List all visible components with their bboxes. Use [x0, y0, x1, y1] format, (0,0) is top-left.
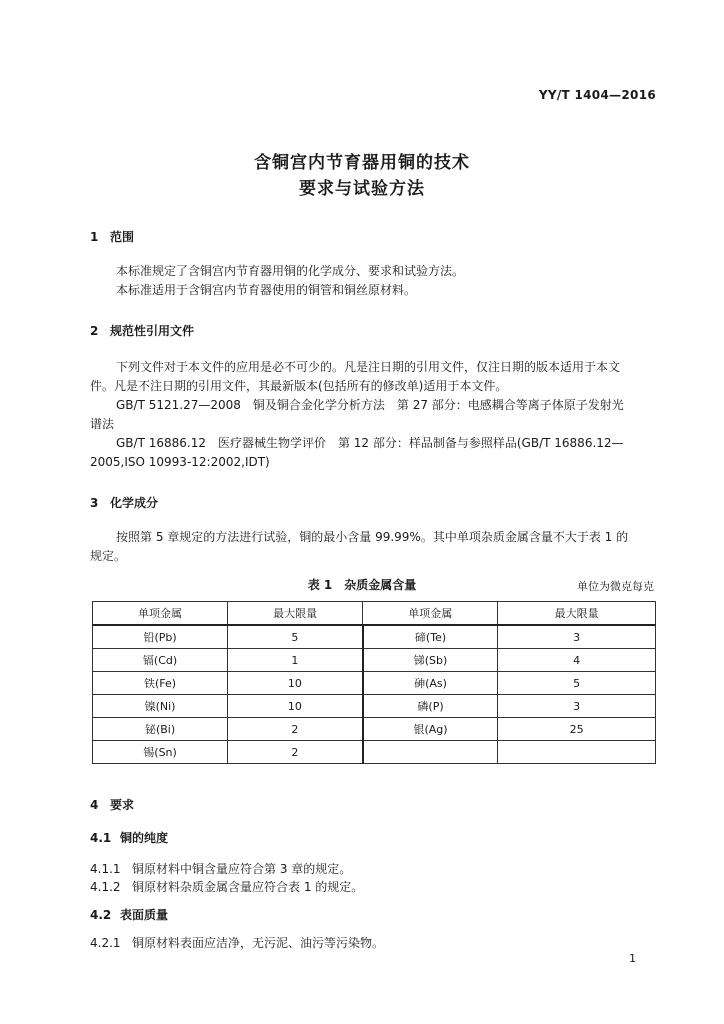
- section-number: 4: [90, 798, 99, 812]
- section-title: 规范性引用文件: [110, 324, 195, 338]
- section-number: 4.1: [90, 831, 112, 845]
- table-cell: 2: [228, 741, 363, 764]
- section-4-1-heading: [90, 829, 168, 846]
- section-3-body: [90, 528, 656, 566]
- table-row: [93, 741, 656, 764]
- clause-4-2-1: [90, 934, 384, 951]
- standard-code: YY/T 1404—2016: [538, 88, 656, 102]
- section-title: 化学成分: [110, 496, 159, 510]
- table-cell: 铅(Pb): [93, 625, 228, 649]
- reference-1: GB/T 5121.27—2008 铜及铜合金化学分析方法 第 27 部分：电感耦合等离子体原子发射光: [116, 398, 624, 412]
- table-cell: 10: [228, 695, 363, 718]
- table-cell: 2: [228, 718, 363, 741]
- column-header: 最大限量: [228, 602, 363, 626]
- reference-2-cont: 2005,ISO 10993-12:2002,IDT): [90, 455, 270, 469]
- table-cell: 锑(Sb): [363, 649, 498, 672]
- table-cell: 锡(Sn): [93, 741, 228, 764]
- table-cell: 3: [498, 695, 656, 718]
- clause-4-1-2: [90, 878, 363, 895]
- reference-1-cont: 谱法: [90, 417, 115, 431]
- clause-text: 铜原材料中铜含量应符合第 3 章的规定。: [132, 862, 352, 876]
- table-cell: 4: [498, 649, 656, 672]
- table-cell: 3: [498, 625, 656, 649]
- table-cell: 5: [498, 672, 656, 695]
- table-cell: 5: [228, 625, 363, 649]
- table-row: [93, 649, 656, 672]
- paragraph-line: 件。凡是不注日期的引用文件，其最新版本(包括所有的修改单)适用于本文件。: [90, 379, 508, 393]
- table-row: [93, 718, 656, 741]
- column-header: 单项金属: [363, 602, 498, 626]
- paragraph: 本标准规定了含铜宫内节育器用铜的化学成分、要求和试验方法。: [116, 264, 465, 278]
- section-1-body: [90, 262, 656, 300]
- table-cell: 银(Ag): [363, 718, 498, 741]
- paragraph-line: 按照第 5 章规定的方法进行试验，铜的最小含量 99.99%。其中单项杂质金属含量不大于表 1 的: [116, 530, 629, 544]
- section-4-2-heading: [90, 906, 168, 923]
- section-4-heading: [90, 796, 134, 813]
- document-title-line1: 含铜宫内节育器用铜的技术: [254, 153, 470, 173]
- column-header: 单项金属: [93, 602, 228, 626]
- clause-number: 4.2.1: [90, 936, 121, 950]
- table-cell: 镉(Cd): [93, 649, 228, 672]
- table-cell: 镍(Ni): [93, 695, 228, 718]
- clause-text: 铜原材料表面应洁净，无污泥、油污等污染物。: [132, 936, 385, 950]
- section-title: 范围: [110, 230, 135, 244]
- clause-number: 4.1.1: [90, 862, 121, 876]
- section-number: 3: [90, 496, 99, 510]
- table-row: [93, 695, 656, 718]
- section-title: 铜的纯度: [120, 831, 169, 845]
- table-unit: 单位为微克每克: [577, 580, 654, 593]
- table-cell: 磷(P): [363, 695, 498, 718]
- table-cell: 碲(Te): [363, 625, 498, 649]
- section-2-heading: [90, 322, 194, 339]
- table-cell: 1: [228, 649, 363, 672]
- section-title: 要求: [110, 798, 135, 812]
- table-cell: [363, 741, 498, 764]
- column-header: 最大限量: [498, 602, 656, 626]
- document-title-line2: 要求与试验方法: [299, 179, 425, 199]
- table-cell: 砷(As): [363, 672, 498, 695]
- section-number: 1: [90, 230, 99, 244]
- clause-4-1-1: [90, 860, 351, 877]
- clause-text: 铜原材料杂质金属含量应符合表 1 的规定。: [132, 880, 364, 894]
- reference-2: GB/T 16886.12 医疗器械生物学评价 第 12 部分：样品制备与参照样品(GB/T 16886.12—: [116, 436, 624, 450]
- table-cell: 铋(Bi): [93, 718, 228, 741]
- section-number: 2: [90, 324, 99, 338]
- table-row: [93, 672, 656, 695]
- paragraph-line: 下列文件对于本文件的应用是必不可少的。凡是注日期的引用文件，仅注日期的版本适用于本文: [116, 360, 621, 374]
- table-cell: 10: [228, 672, 363, 695]
- table-row: [93, 625, 656, 649]
- table-caption: 表 1 杂质金属含量: [307, 578, 417, 592]
- section-3-heading: [90, 494, 158, 511]
- section-2-body: [90, 358, 656, 472]
- table-cell: 铁(Fe): [93, 672, 228, 695]
- table-cell: [498, 741, 656, 764]
- clause-number: 4.1.2: [90, 880, 121, 894]
- section-title: 表面质量: [120, 908, 169, 922]
- section-1-heading: [90, 228, 134, 245]
- table-cell: 25: [498, 718, 656, 741]
- paragraph-line: 规定。: [90, 549, 127, 563]
- impurity-table: [92, 601, 656, 764]
- paragraph: 本标准适用于含铜宫内节育器使用的铜管和铜丝原材料。: [116, 283, 417, 297]
- section-number: 4.2: [90, 908, 112, 922]
- page-number: 1: [629, 952, 636, 965]
- table-header-row: [93, 602, 656, 626]
